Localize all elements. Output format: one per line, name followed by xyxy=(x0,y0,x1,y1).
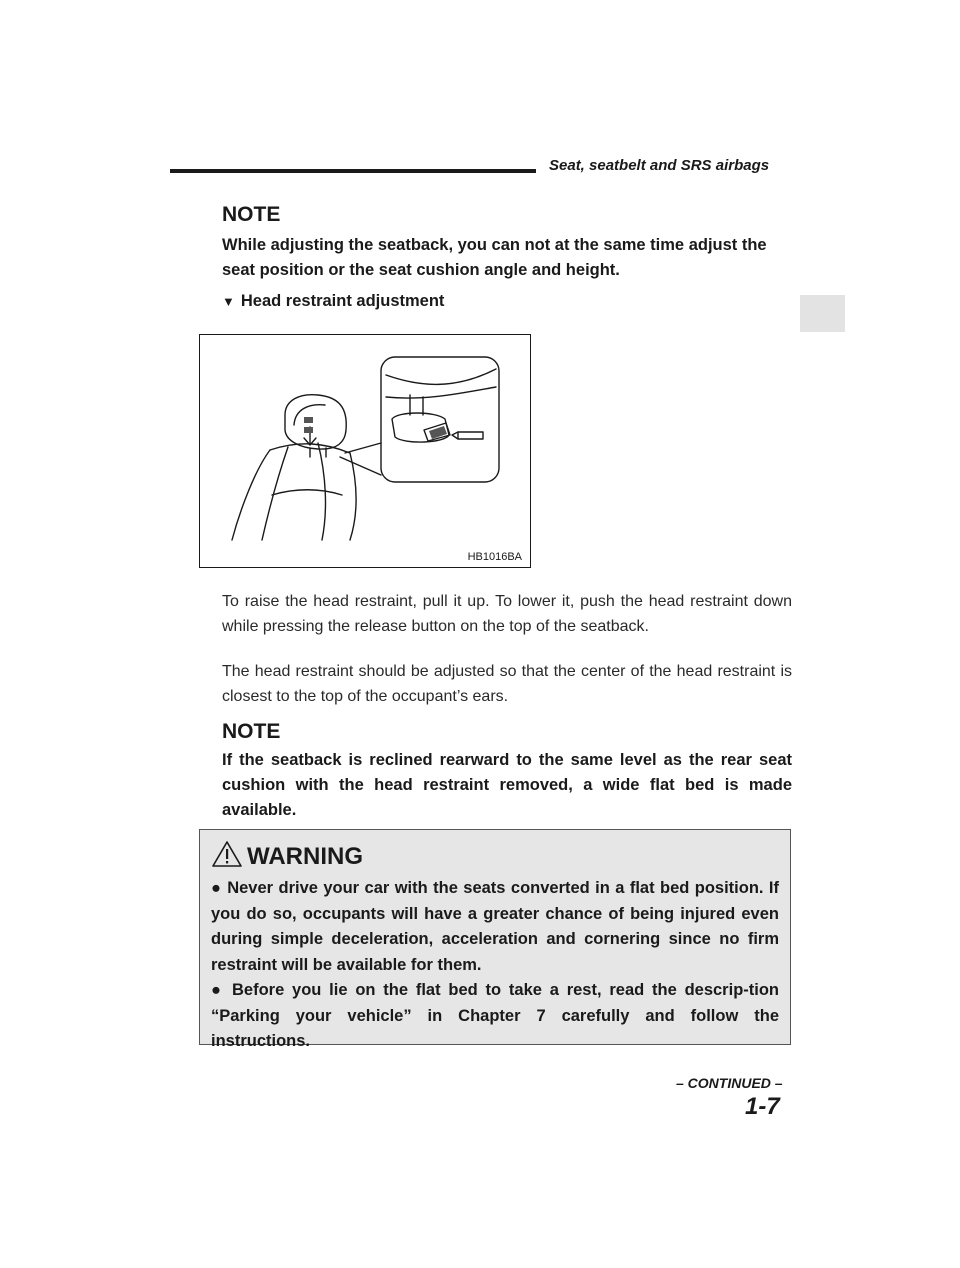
triangle-marker-icon: ▼ xyxy=(222,294,235,309)
paragraph-adjust-position: The head restraint should be adjusted so that the center of the head restraint is closest to the top of the occupant’s ears. xyxy=(222,663,792,705)
subsection-title: Head restraint adjustment xyxy=(240,292,445,310)
page-number: 1-7 xyxy=(745,1093,780,1120)
continued-label: – CONTINUED – xyxy=(676,1075,783,1091)
warning-item: ● Never drive your car with the seats converted in a flat bed position. If you do so, occupants will have a greater chance of being injured even during simple deceleration, acceleration and cornering since no firm restraint will be available for them. xyxy=(211,879,779,974)
header-rule xyxy=(170,169,536,173)
figure-code: HB1016BA xyxy=(467,551,522,563)
note-heading-2: NOTE xyxy=(222,720,281,743)
note-text: While adjusting the seatback, you can not at the same time adjust the seat position or the seat cushion angle and height. xyxy=(222,236,767,279)
section-title: Seat, seatbelt and SRS airbags xyxy=(549,157,770,174)
note-text-2: If the seatback is reclined rearward to the same level as the rear seat cushion with the head restraint removed, a wide flat bed is made available. xyxy=(222,751,792,819)
warning-item: ● Before you lie on the flat bed to take a rest, read the descrip-tion “Parking your vehicle” in Chapter 7 carefully and follow the instructions. xyxy=(211,981,779,1050)
chapter-thumb-tab xyxy=(800,295,845,332)
paragraph-raise-lower: To raise the head restraint, pull it up. To lower it, push the head restraint down while pressing the release button on the top of the seatback. xyxy=(222,593,792,635)
warning-box xyxy=(199,829,791,1050)
seat-illustration xyxy=(200,335,532,569)
note-heading: NOTE xyxy=(222,203,281,226)
warning-title: WARNING xyxy=(247,843,363,870)
warning-text xyxy=(211,876,779,1055)
warning-triangle-icon xyxy=(211,840,243,868)
head-restraint-figure xyxy=(199,334,531,568)
subsection-heading xyxy=(222,292,444,311)
